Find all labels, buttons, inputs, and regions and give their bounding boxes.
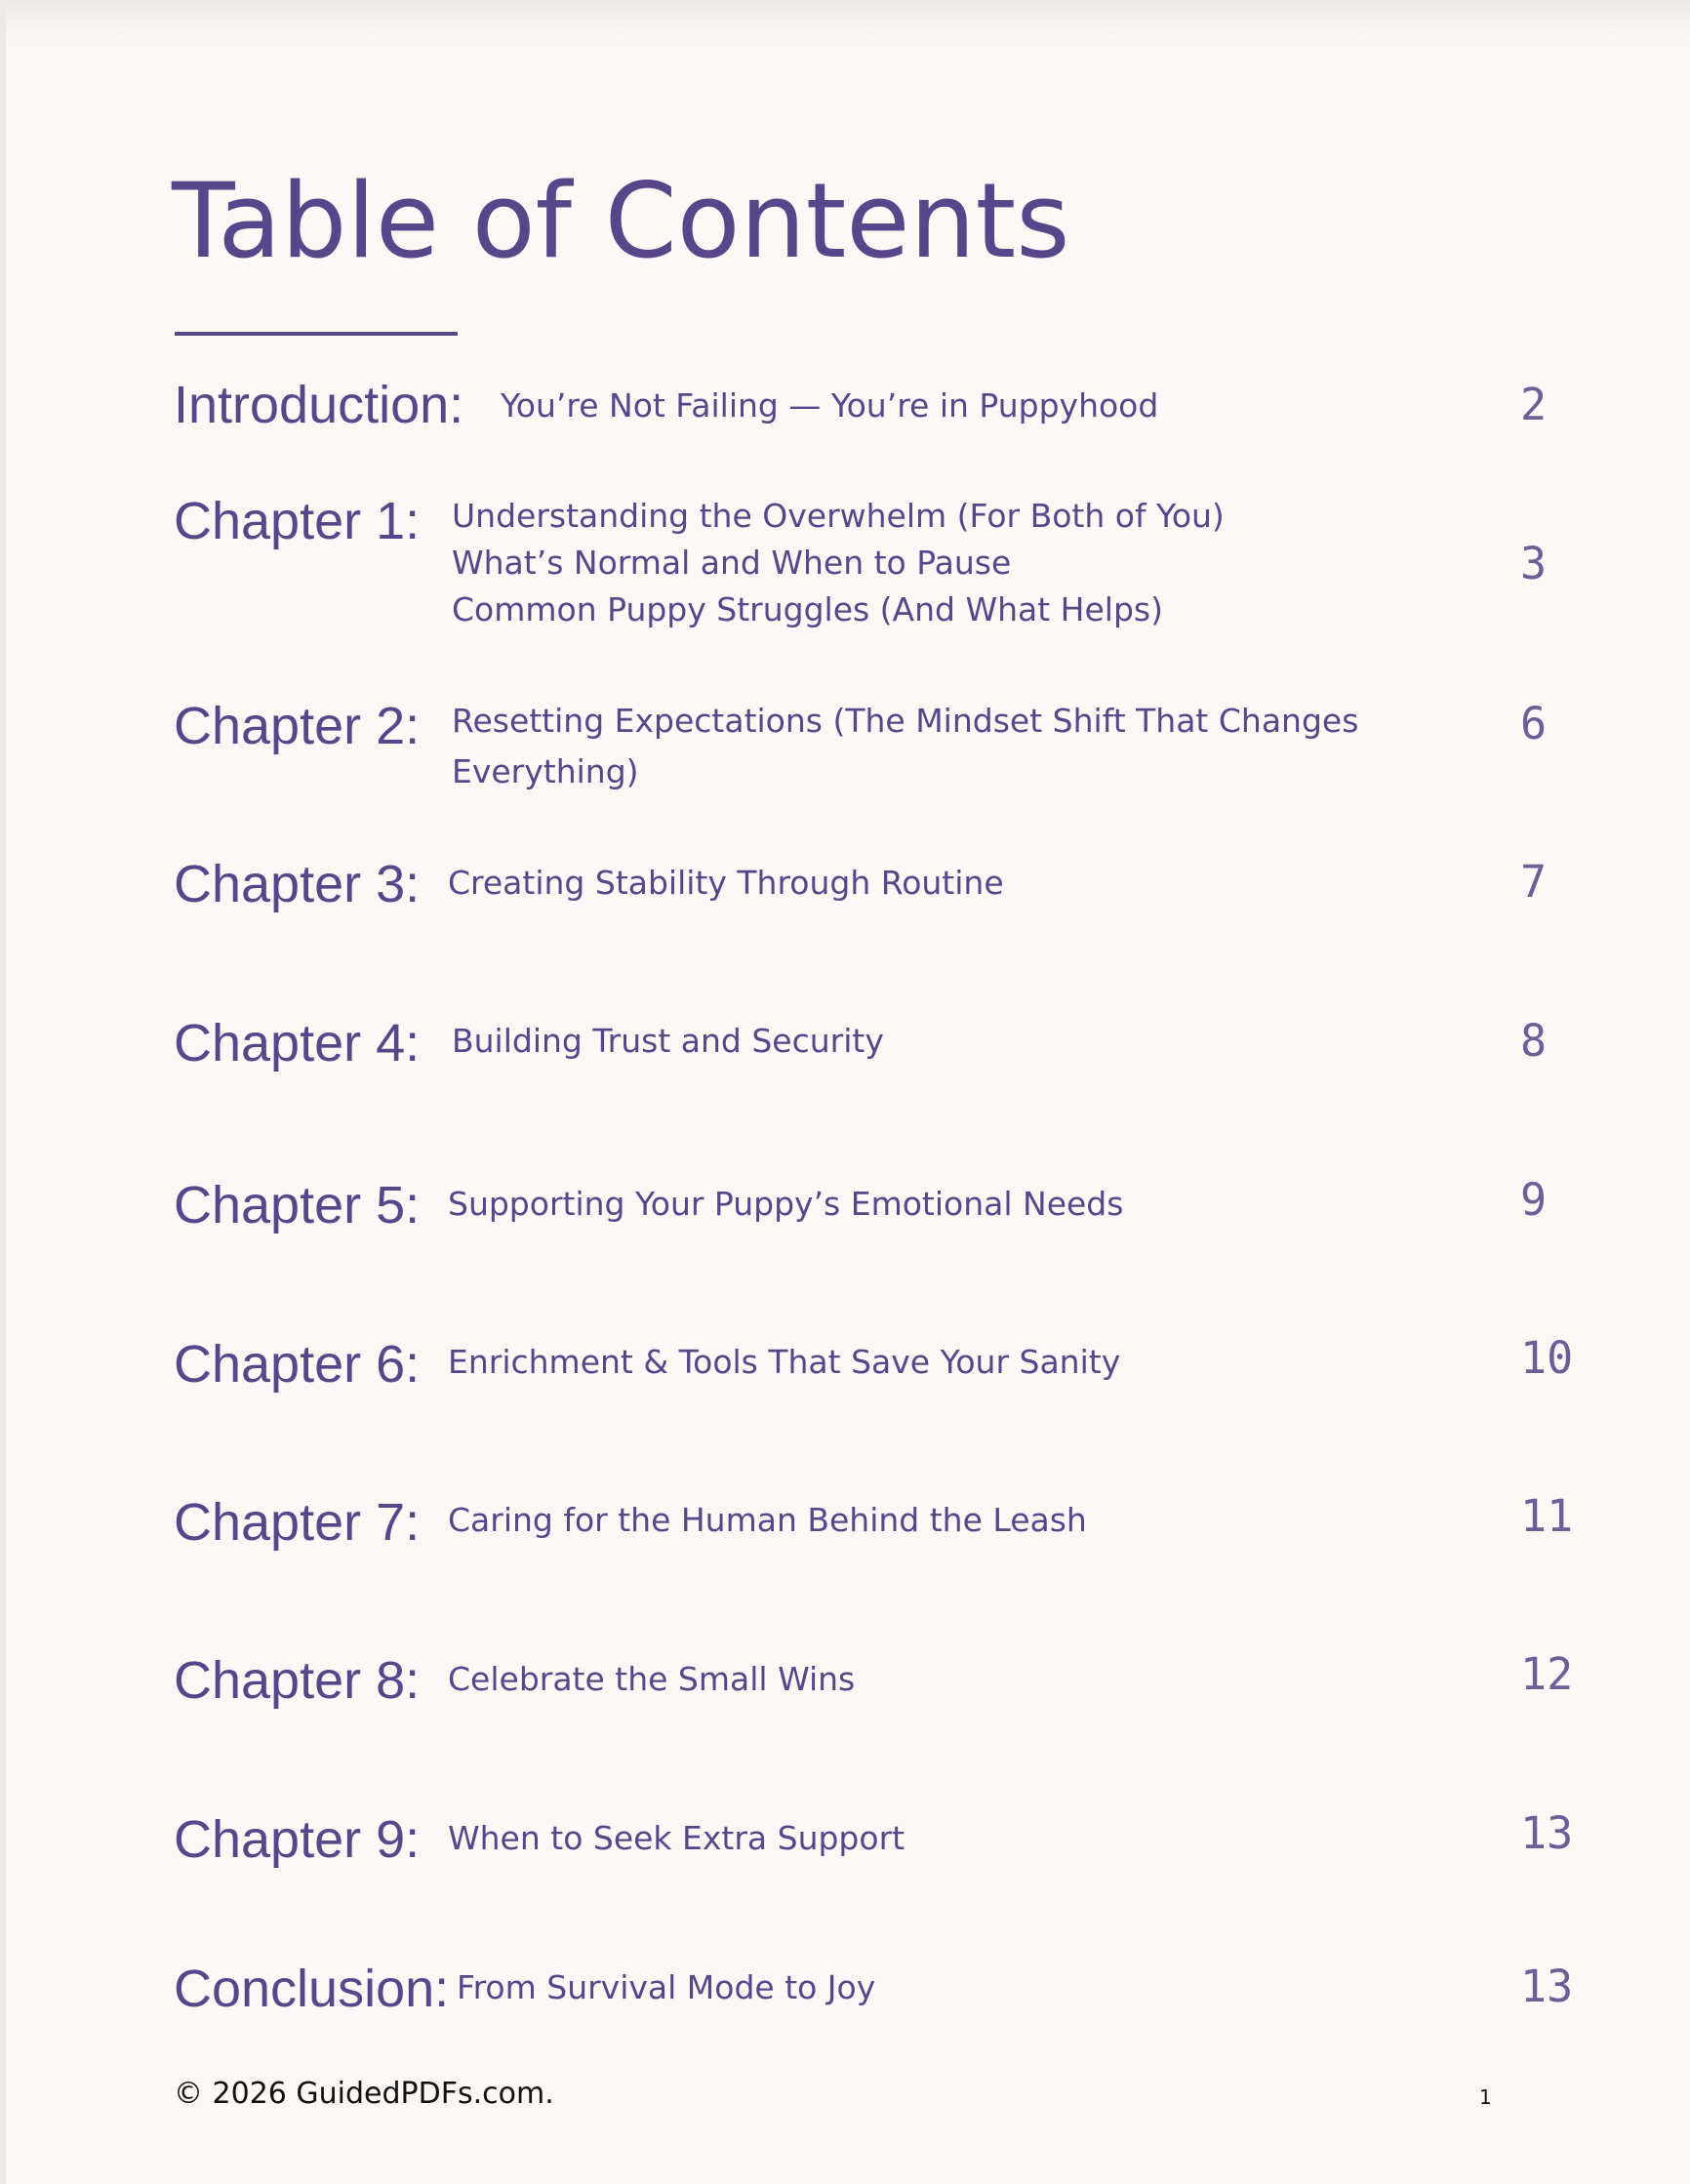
toc-entry-title: Common Puppy Struggles (And What Helps) — [452, 590, 1163, 628]
toc-page-number: 2 — [1520, 379, 1548, 430]
toc-entry-chapter-8[interactable] — [6, 1648, 1690, 1791]
toc-entry-title: When to Seek Extra Support — [448, 1819, 905, 1857]
toc-entry-label: Chapter 8: — [174, 1651, 421, 1710]
toc-entry-label: Chapter 6: — [174, 1335, 421, 1394]
toc-entry-label: Chapter 3: — [174, 855, 421, 913]
toc-entry-title: Enrichment & Tools That Save Your Sanity — [448, 1343, 1121, 1381]
toc-page-number: 6 — [1520, 698, 1548, 749]
document-page — [6, 4, 1690, 2184]
toc-entry-title: Creating Stability Through Routine — [448, 864, 1004, 902]
toc-entry-title: Resetting Expectations (The Mindset Shift That Changes — [452, 702, 1359, 740]
toc-entry-title: Supporting Your Puppy’s Emotional Needs — [448, 1185, 1124, 1223]
toc-entry-title: Celebrate the Small Wins — [448, 1660, 856, 1698]
toc-page-number: 12 — [1520, 1648, 1574, 1700]
copyright-notice: © 2026 GuidedPDFs.com. — [174, 2077, 554, 2111]
toc-entry-chapter-1[interactable] — [6, 492, 1690, 631]
toc-entry-label: Introduction: — [174, 376, 464, 434]
toc-page-number: 8 — [1520, 1015, 1548, 1067]
toc-entry-title: Understanding the Overwhelm (For Both of You) — [452, 497, 1225, 535]
toc-entry-label: Chapter 5: — [174, 1176, 421, 1234]
toc-entry-label: Chapter 9: — [174, 1810, 421, 1869]
page-number: 1 — [1479, 2085, 1492, 2109]
toc-entry-chapter-4[interactable] — [6, 1014, 1690, 1153]
toc-entry-title: What’s Normal and When to Pause — [452, 544, 1012, 582]
toc-page-number: 10 — [1520, 1332, 1574, 1384]
toc-entry-label: Chapter 4: — [174, 1014, 421, 1072]
toc-entry-title: Everything) — [452, 752, 639, 790]
toc-entry-title: You’re Not Failing — You’re in Puppyhood — [501, 386, 1159, 425]
toc-entry-label: Chapter 1: — [174, 492, 421, 550]
toc-entry-label: Chapter 7: — [174, 1493, 421, 1552]
toc-entry-title: Caring for the Human Behind the Leash — [448, 1501, 1087, 1539]
toc-page-number: 13 — [1520, 1807, 1574, 1859]
page-title: Table of Contents — [172, 161, 1070, 281]
toc-entry-chapter-6[interactable] — [6, 1332, 1690, 1475]
toc-entry-chapter-9[interactable] — [6, 1807, 1690, 1950]
toc-entry-label: Conclusion: — [174, 1960, 450, 2018]
toc-page-number: 13 — [1520, 1961, 1574, 2012]
toc-entry-title: From Survival Mode to Joy — [457, 1968, 876, 2006]
toc-page-number: 7 — [1520, 856, 1548, 908]
title-underline — [175, 332, 458, 336]
toc-page-number: 3 — [1520, 538, 1548, 589]
toc-entry-chapter-5[interactable] — [6, 1174, 1690, 1315]
toc-entry-chapter-3[interactable] — [6, 855, 1690, 994]
toc-entry-label: Chapter 2: — [174, 697, 421, 755]
toc-entry-chapter-7[interactable] — [6, 1490, 1690, 1633]
toc-page-number: 11 — [1520, 1490, 1574, 1542]
toc-page-number: 9 — [1520, 1174, 1548, 1226]
toc-entry-chapter-2[interactable] — [6, 697, 1690, 836]
toc-entry-title: Building Trust and Security — [452, 1022, 884, 1060]
